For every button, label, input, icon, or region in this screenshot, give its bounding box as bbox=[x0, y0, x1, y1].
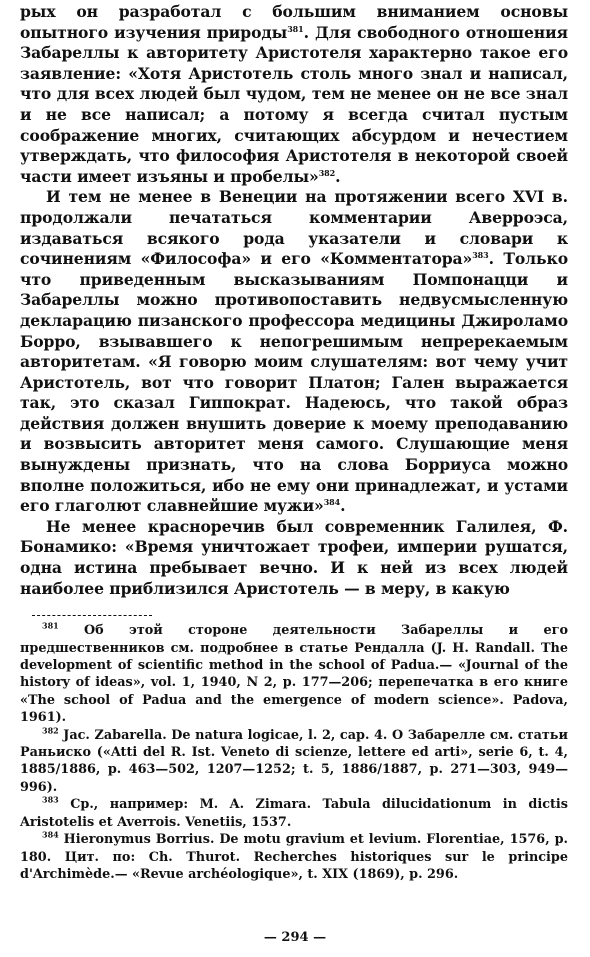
footnote-ref: 383 bbox=[472, 249, 489, 260]
page-number: — 294 — bbox=[263, 930, 327, 945]
footnote bbox=[20, 831, 568, 883]
footnote-text: Об этой стороне деятельности Забареллы и его предшественников см. подробнее в статье Рендалла (J. H. Randall. The development of scientific method in the school of Padua.— «Journal of the history of ideas», vol. 1, 1940, N 2, p. 177—206; перепечатка в его книге «The school of Padua and the emergence of modern science». Padova, 1961). bbox=[20, 623, 568, 726]
footnote-text: Jac. Zabarella. De natura logicae, l. 2, cap. 4. О Забарелле см. статьи Раньиско («Atti del R. Ist. Veneto di scienze, lettere ed arti», serie 6, t. 4, 1885/1886, p. 463—502, 1207—1252; t. 5, 1886/1887, p. 271—303, 949—996). bbox=[20, 727, 568, 795]
footnote-text: Ср., например: M. A. Zimara. Tabula dilucidationum in dictis Aristotelis et Averrois. Venetiis, 1537. bbox=[20, 797, 568, 830]
paragraph bbox=[20, 2, 568, 187]
footnote-number: 382 bbox=[42, 725, 59, 736]
paragraph-text: . Только что приведенным высказываниям Помпонацци и Забареллы можно противопоставить недвусмысленную декларацию пизанского профессора медицины Джироламо Борро, взывавшего к непогрешимым непререкаемым авторитетам. «Я говорю моим слушателям: вот чему учит Аристотель, вот что говорит Платон; Гален выражается так, это сказал Гиппократ. Надеюсь, что такой образ действия должен внушить доверие к моему преподаванию и возвысить авторитет меня самого. Слушающие меня вынуждены признать, что на слова Борриуса можно вполне положиться, ибо не ему они принадлежат, и устами его глаголют славнейшие мужи» bbox=[20, 249, 568, 516]
footnote-number: 383 bbox=[42, 795, 59, 806]
footnote-number: 381 bbox=[42, 620, 59, 631]
paragraph-text: . Для свободного отношения Забареллы к авторитету Аристотеля характерно такое его заявление: «Хотя Аристотель столь много знал и написал, что для всех людей был чудом, тем не менее он не все знал и не все написал; а потому я всегда считал пустым соображение многих, считающих абсурдом и нечестием утверждать, что философия Аристотеля в некоторой своей части имеет изъяны и пробелы» bbox=[20, 22, 568, 186]
footnote bbox=[20, 796, 568, 831]
paragraph bbox=[20, 517, 568, 599]
paragraph bbox=[20, 187, 568, 517]
paragraph-text: . bbox=[340, 496, 346, 516]
footnote-text: Hieronymus Borrius. De motu gravium et levium. Florentiae, 1576, p. 180. Цит. по: Ch. Thurot. Recherches historiques sur le principe d'Archimède.— «Revue archéologique», t. XIX (1869), p. 296. bbox=[20, 832, 568, 882]
footnotes bbox=[20, 622, 568, 883]
footnote-ref: 382 bbox=[318, 167, 336, 178]
footnote bbox=[20, 727, 568, 797]
footnote-ref: 381 bbox=[287, 23, 304, 34]
paragraph-text: рых он разработал с большим вниманием основы опытного изучения природы bbox=[20, 2, 568, 42]
paragraph-text: И тем не менее в Венеции на протяжении всего XVI в. продолжали печататься комментарии Аверроэса, издаваться всякого рода указатели и словари к сочинениям «Философа» и его «Комментатора» bbox=[20, 187, 568, 269]
footnote-number: 384 bbox=[42, 829, 59, 840]
footnote-ref: 384 bbox=[323, 497, 341, 508]
main-text bbox=[20, 2, 568, 599]
paragraph-text: Не менее красноречив был современник Галилея, Ф. Бонамико: «Время уничтожает трофеи, империи рушатся, одна истина пребывает вечно. И к ней из всех людей наиболее приблизился Аристотель — в меру, в какую bbox=[20, 516, 568, 598]
footnote bbox=[20, 622, 568, 726]
paragraph-text: . bbox=[335, 166, 341, 186]
footnote-divider bbox=[32, 615, 152, 616]
